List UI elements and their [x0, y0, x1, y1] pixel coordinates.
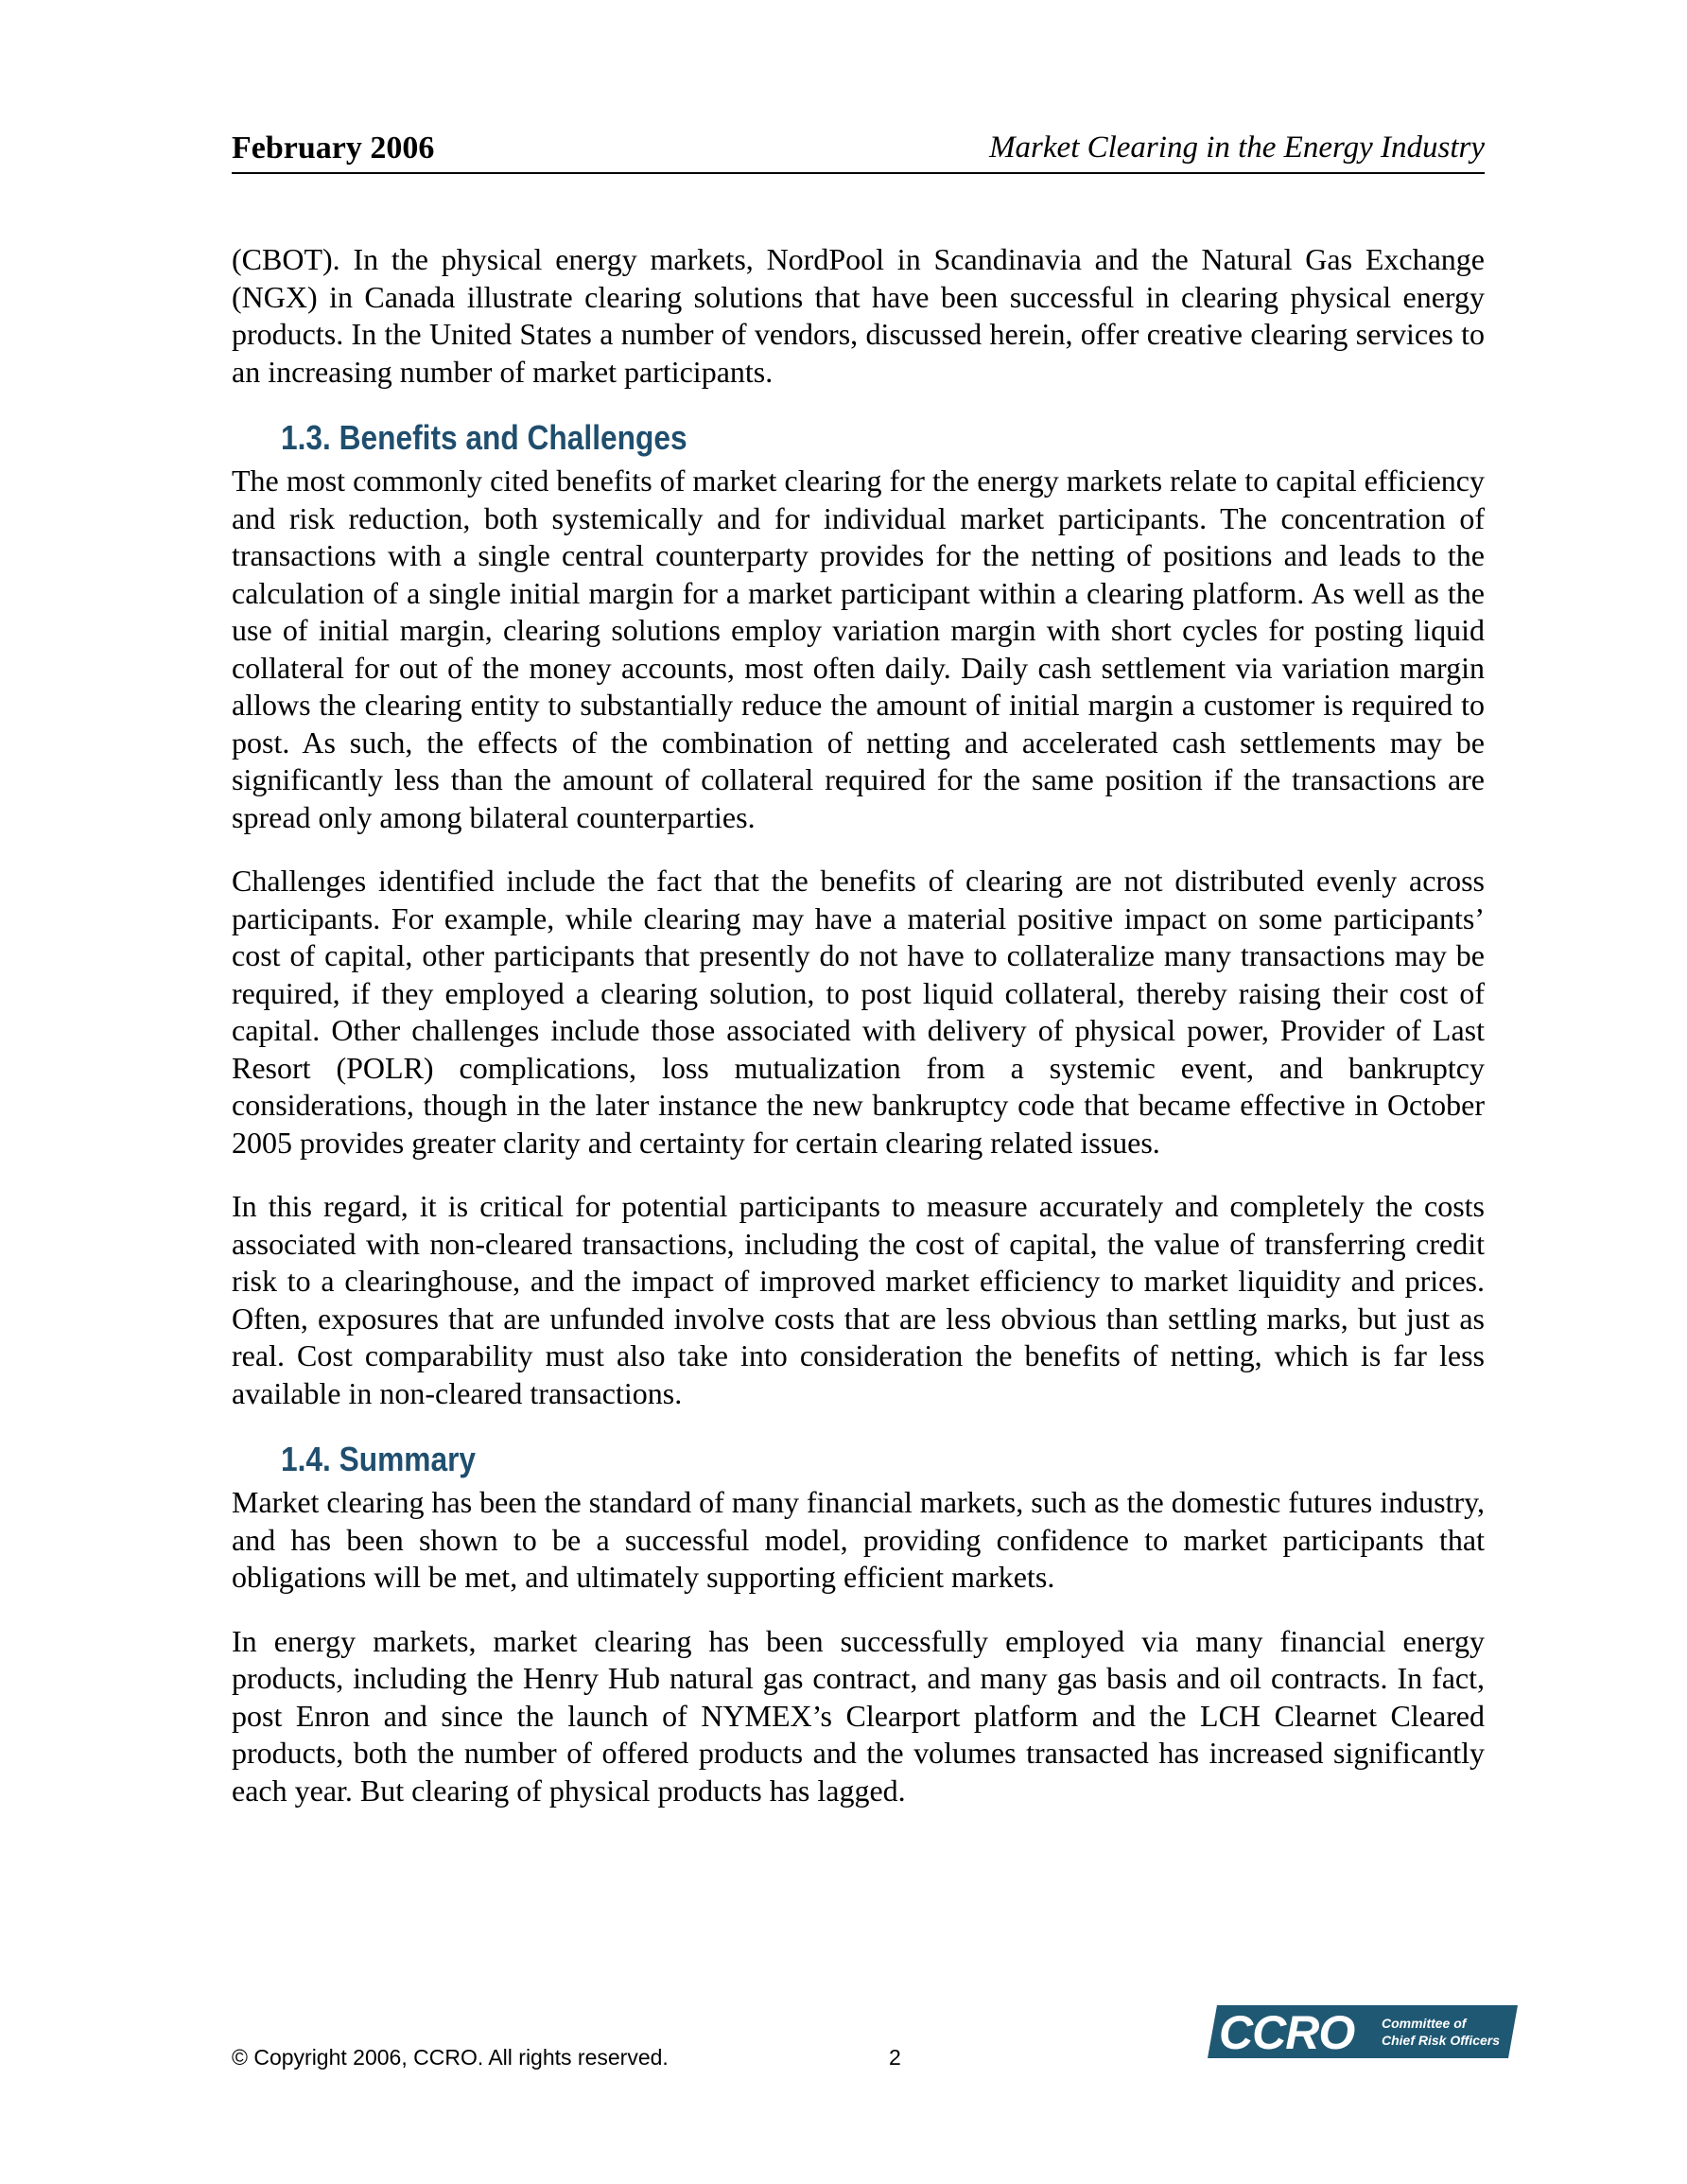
- header-date: February 2006: [232, 131, 435, 166]
- paragraph: In this regard, it is critical for potential participants to measure accurately and completely the costs associated with non-cleared transactions, including the cost of capital, the value of transferring credit risk to a clearinghouse, and the impact of improved market efficiency to market liquidity and prices. Often, exposures that are unfunded involve costs that are less obvious than settling marks, but just as real. Cost comparability must also take into consideration the benefits of netting, which is far less available in non-cleared transactions.: [232, 1189, 1485, 1410]
- section-title: Benefits and Challenges: [339, 418, 687, 457]
- page-number: 2: [889, 2045, 901, 2070]
- paragraph: The most commonly cited benefits of market clearing for the energy markets relate to capital efficiency and risk reduction, both systemically and for individual market participants. The concentration of transactions with a single central counterparty provides for the netting of positions and leads to the calculation of a single initial margin for a market participant within a clearing platform. As well as the use of initial margin, clearing solutions employ variation margin with short cycles for posting liquid collateral for out of the money accounts, most often daily. Daily cash settlement via variation margin allows the clearing entity to substantially reduce the amount of initial margin a customer is required to post. As such, the effects of the combination of netting and accelerated cash settlements may be significantly less than the amount of collateral required for the same position if the transactions are spread only among bilateral counterparties.: [232, 463, 1485, 834]
- logo-subtext: Chief Risk Officers: [1382, 2033, 1501, 2048]
- page-header: [232, 131, 1485, 174]
- paragraph-intro: (CBOT). In the physical energy markets, NordPool in Scandinavia and the Natural Gas Exchange (NGX) in Canada illustrate clearing solutions that have been successful in clearing physical energy products. In the United States a number of vendors, discussed herein, offer creative clearing services to an increasing number of market participants.: [232, 242, 1485, 389]
- section-number: 1.4.: [281, 1440, 331, 1478]
- page-footer: [232, 2006, 1501, 2088]
- document-body: [232, 241, 1485, 1836]
- copyright-notice: © Copyright 2006, CCRO. All rights reserved.: [232, 2045, 669, 2070]
- logo-text: CCRO: [1219, 2006, 1355, 2059]
- paragraph: Market clearing has been the standard of many financial markets, such as the domestic futures industry, and has been shown to be a successful model, providing confidence to market participants that obligations will be met, and ultimately supporting efficient markets.: [232, 1485, 1485, 1594]
- paragraph: In energy markets, market clearing has been successfully employed via many financial energy products, including the Henry Hub natural gas contract, and many gas basis and oil contracts. In fact, post Enron and since the launch of NYMEX’s Clearport platform and the LCH Clearnet Cleared products, both the number of offered products and the volumes transacted has increased significantly each year. But clearing of physical products has lagged.: [232, 1623, 1485, 1808]
- paragraph: Challenges identified include the fact that the benefits of clearing are not distributed evenly across participants. For example, while clearing may have a material positive impact on some participants’ cost of capital, other participants that presently do not have to collateralize many transactions may be required, if they employed a clearing solution, to post liquid collateral, thereby raising their cost of capital. Other challenges include those associated with delivery of physical power, Provider of Last Resort (POLR) complications, loss mutualization from a systemic event, and bankruptcy considerations, though in the later instance the new bankruptcy code that became effective in October 2005 provides greater clarity and certainty for certain clearing related issues.: [232, 864, 1485, 1160]
- section-heading-benefits: [281, 417, 1340, 459]
- header-document-title: Market Clearing in the Energy Industry: [989, 131, 1485, 165]
- ccro-logo: [1206, 2003, 1518, 2060]
- section-heading-summary: [281, 1439, 1340, 1480]
- logo-subtext: Committee of: [1382, 2016, 1467, 2031]
- section-number: 1.3.: [281, 418, 331, 457]
- section-title: Summary: [339, 1440, 477, 1478]
